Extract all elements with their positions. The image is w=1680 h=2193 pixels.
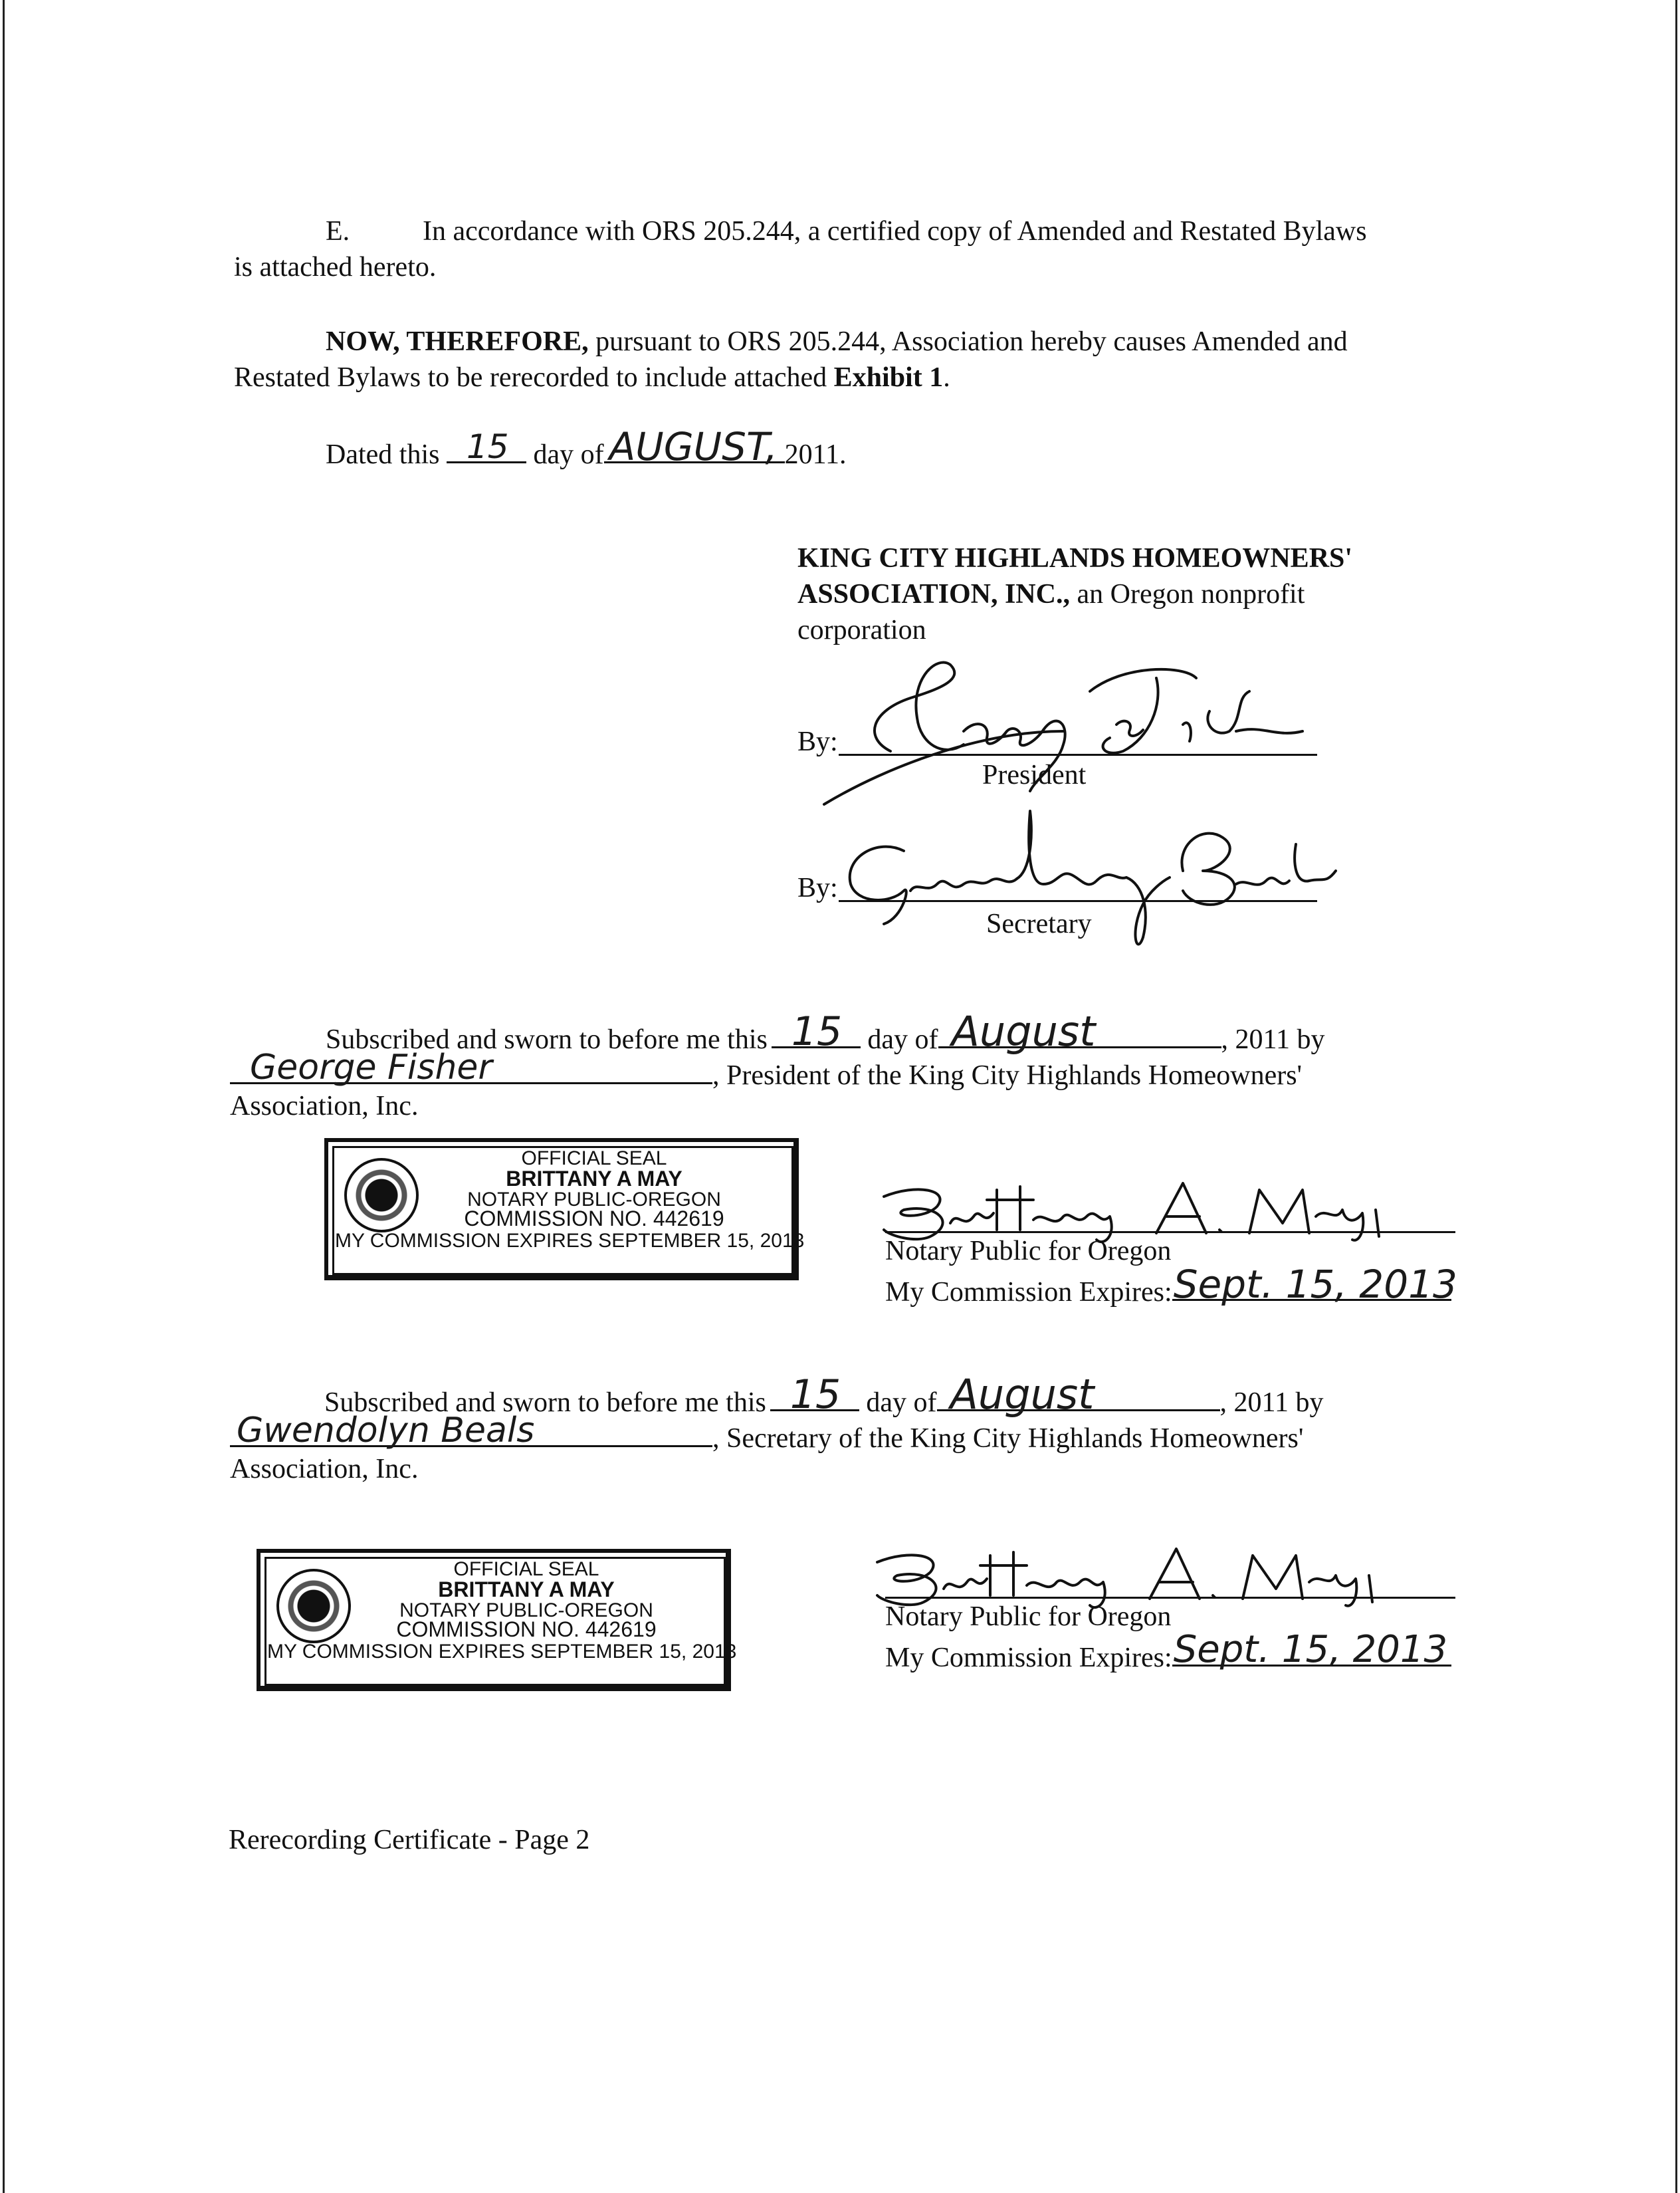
para-e-line2: is attached hereto.: [234, 252, 437, 283]
oath2-day: 15: [789, 1371, 841, 1418]
stamp-1-line5: MY COMMISSION EXPIRES SEPTEMBER 15, 2013: [335, 1230, 805, 1252]
oath1-line2: [230, 1048, 1303, 1093]
association-name-line2: [797, 577, 1305, 612]
association-type: an Oregon nonprofit: [1069, 579, 1305, 610]
by-label-president: By:: [797, 727, 838, 757]
oath2-month: August: [950, 1370, 1095, 1419]
stamp-1-line2: BRITTANY A MAY: [506, 1167, 682, 1191]
oath1-month: August: [951, 1007, 1096, 1056]
dated-year: 2011.: [784, 439, 847, 470]
notary1-expires-blank: [1172, 1262, 1457, 1307]
president-title: President: [982, 760, 1087, 790]
secretary-title: Secretary: [986, 909, 1092, 939]
dated-month-blank: [604, 424, 785, 469]
oath1-role: , President of the King City Highlands Homeowners': [712, 1060, 1303, 1091]
oath1-mid: day of: [867, 1024, 938, 1055]
page-footer: Rerecording Certificate - Page 2: [229, 1825, 590, 1855]
dated-day: 15: [466, 427, 509, 466]
oath1-month-blank: [938, 1007, 1221, 1056]
notary2-expires: [885, 1628, 1451, 1675]
oath1-name: George Fisher: [250, 1048, 492, 1088]
oath1-name-blank: [230, 1048, 712, 1088]
oath1-day-blank: [772, 1008, 861, 1055]
oath1-prefix: Subscribed and sworn to before me this: [326, 1024, 768, 1055]
page-right-edge: [1675, 0, 1677, 2193]
notary1-title: Notary Public for Oregon: [885, 1236, 1172, 1266]
dated-mid: day of: [533, 439, 604, 470]
para-e-line1: In accordance with ORS 205.244, a certified copy of Amended and Restated Bylaws: [423, 216, 1367, 247]
para-now-line2: [234, 360, 950, 395]
para-e-label: E.: [326, 216, 350, 247]
state-seal-icon: [276, 1569, 351, 1643]
stamp-2-line3: NOTARY PUBLIC-OREGON: [399, 1599, 653, 1621]
notary1-expires-value: Sept. 15, 2013: [1173, 1262, 1457, 1307]
stamp-2-line1: OFFICIAL SEAL: [453, 1558, 599, 1580]
exhibit-ref: Exhibit 1: [833, 362, 944, 393]
dated-day-blank: [447, 427, 526, 466]
dated-prefix: Dated this: [326, 439, 440, 470]
stamp-1-line4: COMMISSION NO. 442619: [464, 1207, 724, 1230]
oath2-name: Gwendolyn Beals: [237, 1411, 535, 1450]
by-label-secretary: By:: [797, 873, 838, 903]
para-now-line1: [326, 324, 1348, 359]
oath2-mid: day of: [866, 1387, 937, 1418]
oath1-assoc: Association, Inc.: [230, 1091, 419, 1121]
notary2-expires-blank: [1172, 1628, 1451, 1671]
oath2-assoc: Association, Inc.: [230, 1454, 419, 1484]
dated-line: [326, 424, 847, 472]
stamp-1-line3: NOTARY PUBLIC-OREGON: [467, 1189, 721, 1211]
association-inc: ASSOCIATION, INC.,: [797, 579, 1070, 610]
stamp-2-line4: COMMISSION NO. 442619: [396, 1617, 657, 1641]
stamp-1-line1: OFFICIAL SEAL: [521, 1147, 667, 1169]
now-therefore-lead: NOW, THEREFORE,: [326, 326, 589, 357]
stamp-2-line5: MY COMMISSION EXPIRES SEPTEMBER 15, 2013: [267, 1641, 737, 1663]
stamp-2-line2: BRITTANY A MAY: [438, 1577, 615, 1601]
secretary-signature: [831, 798, 1362, 964]
now-therefore-line1-rest: pursuant to ORS 205.244, Association hereby causes Amended and: [588, 326, 1348, 357]
now-therefore-line2-end: .: [943, 362, 950, 393]
notary2-expires-value: Sept. 15, 2013: [1173, 1628, 1448, 1671]
association-name-line1: KING CITY HIGHLANDS HOMEOWNERS': [797, 543, 1353, 574]
state-seal-icon: [344, 1158, 419, 1232]
notary1-expires: [885, 1262, 1457, 1310]
notary-stamp-1: [324, 1138, 805, 1280]
oath1-year-by: , 2011 by: [1221, 1024, 1325, 1055]
oath2-line2: [230, 1411, 1304, 1456]
notary-stamp-2: [257, 1549, 737, 1691]
oath1-day: 15: [791, 1008, 843, 1055]
oath2-role: , Secretary of the King City Highlands Homeowners': [712, 1423, 1304, 1454]
oath2-year-by: , 2011 by: [1219, 1387, 1324, 1418]
association-name-line3: corporation: [797, 615, 926, 645]
now-therefore-line2-start: Restated Bylaws to be rerecorded to include attached: [234, 362, 834, 393]
dated-month: AUGUST,: [609, 424, 778, 469]
notary1-expires-label: My Commission Expires:: [885, 1277, 1172, 1308]
page-left-edge: [3, 0, 5, 2193]
oath2-name-blank: [230, 1411, 712, 1450]
notary2-title: Notary Public for Oregon: [885, 1601, 1172, 1632]
oath2-day-blank: [770, 1371, 859, 1418]
notary2-expires-label: My Commission Expires:: [885, 1643, 1172, 1673]
oath2-prefix: Subscribed and sworn to before me this: [324, 1387, 766, 1418]
oath2-month-blank: [937, 1370, 1220, 1419]
